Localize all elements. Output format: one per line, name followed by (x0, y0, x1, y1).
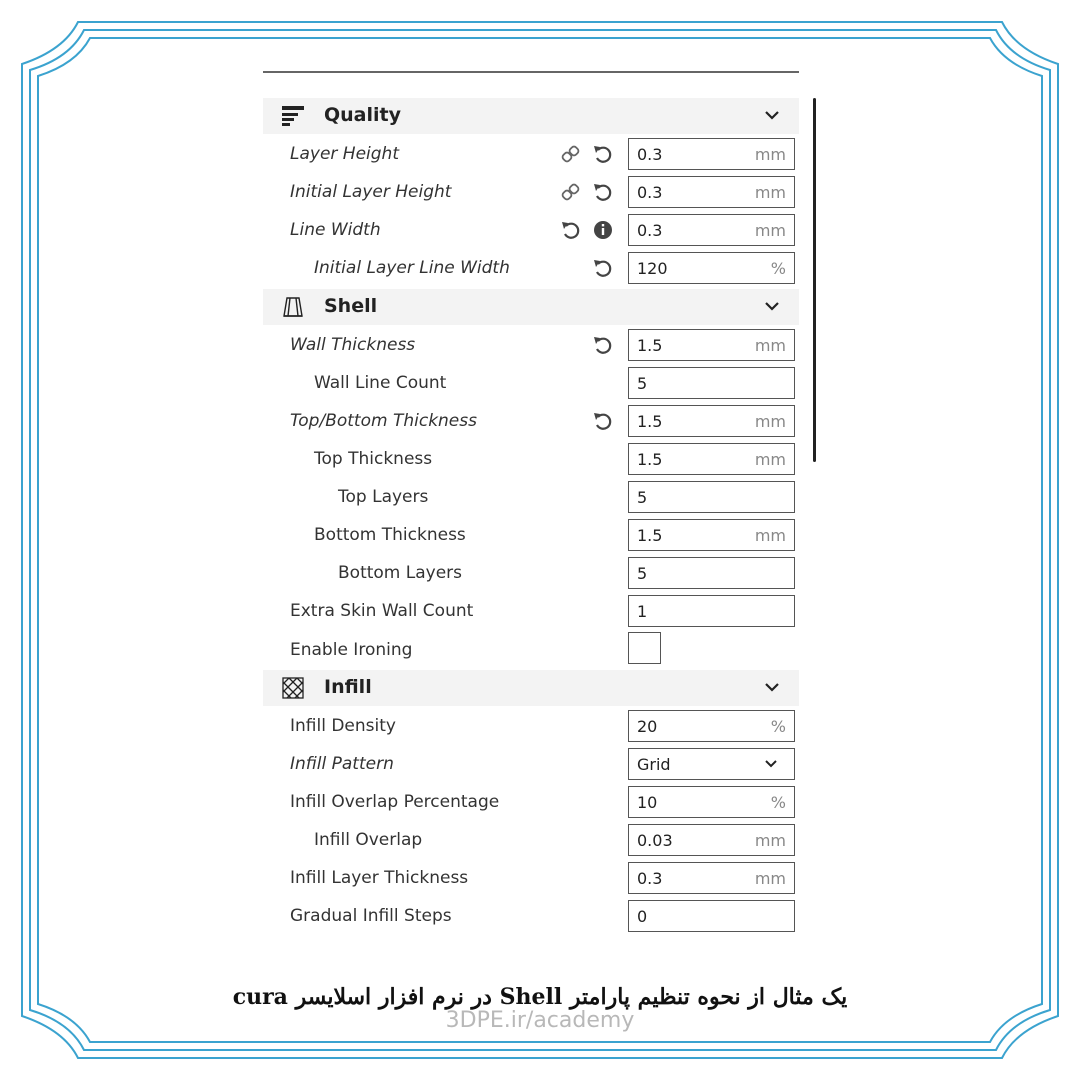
reset-icon[interactable] (560, 219, 582, 241)
input-unit: mm (754, 869, 786, 888)
reset-icon[interactable] (592, 410, 614, 432)
setting-infill-overlap (263, 822, 799, 860)
input-unit: % (770, 717, 786, 736)
input-value: 5 (637, 564, 648, 583)
infill-icon (281, 677, 305, 699)
info-icon[interactable] (592, 219, 614, 241)
category-shell[interactable] (263, 289, 799, 325)
input-unit: mm (754, 336, 786, 355)
setting-label: Wall Thickness (290, 335, 416, 355)
input-unit: % (770, 259, 786, 278)
chevron-down-icon (764, 757, 778, 771)
setting-infill-overlap-percentage (263, 784, 799, 822)
infill-overlap-percentage-input[interactable] (628, 786, 795, 818)
category-title: Quality (324, 104, 401, 126)
shell-icon (281, 296, 305, 318)
input-value: 0.03 (637, 831, 673, 850)
input-value: 120 (637, 259, 668, 278)
input-unit: mm (754, 831, 786, 850)
extra-skin-wall-count-input[interactable] (628, 595, 795, 627)
setting-label: Line Width (290, 220, 381, 240)
input-unit: mm (754, 526, 786, 545)
input-unit: mm (754, 183, 786, 202)
setting-label: Gradual Infill Steps (290, 906, 452, 926)
enable-ironing-checkbox[interactable] (628, 632, 661, 664)
wall-thickness-input[interactable] (628, 329, 795, 361)
input-value: 1.5 (637, 526, 663, 545)
reset-icon[interactable] (592, 181, 614, 203)
setting-label: Initial Layer Height (290, 182, 452, 202)
quality-icon (281, 105, 305, 127)
setting-label: Infill Density (290, 716, 396, 736)
category-quality[interactable] (263, 98, 799, 134)
input-value: 0.3 (637, 183, 663, 202)
setting-initial-layer-line-width (263, 250, 799, 288)
category-title: Shell (324, 295, 378, 317)
infill-density-input[interactable] (628, 710, 795, 742)
input-value: 0.3 (637, 221, 663, 240)
setting-enable-ironing (263, 632, 799, 670)
setting-label: Infill Overlap Percentage (290, 792, 500, 812)
top-divider (263, 71, 799, 73)
input-unit: mm (754, 145, 786, 164)
input-value: 10 (637, 793, 658, 812)
setting-gradual-infill-steps (263, 898, 799, 936)
category-title: Infill (324, 676, 372, 698)
chevron-down-icon[interactable] (763, 296, 781, 316)
infill-pattern-select[interactable] (628, 748, 795, 780)
input-value: 0 (637, 907, 648, 926)
link-icon (560, 143, 582, 165)
setting-label: Top Thickness (314, 449, 433, 469)
setting-extra-skin-wall-count (263, 593, 799, 631)
setting-label: Initial Layer Line Width (314, 258, 510, 278)
chevron-down-icon[interactable] (763, 677, 781, 697)
setting-initial-layer-height (263, 174, 799, 212)
chevron-down-icon[interactable] (763, 105, 781, 125)
layer-height-input[interactable] (628, 138, 795, 170)
setting-label: Bottom Thickness (314, 525, 466, 545)
line-width-input[interactable] (628, 214, 795, 246)
input-value: 1 (637, 602, 648, 621)
input-value: 0.3 (637, 869, 663, 888)
initial-layer-line-width-input[interactable] (628, 252, 795, 284)
setting-infill-density (263, 708, 799, 746)
bottom-layers-input[interactable] (628, 557, 795, 589)
top-thickness-input[interactable] (628, 443, 795, 475)
infill-overlap-input[interactable] (628, 824, 795, 856)
setting-label: Infill Pattern (290, 754, 394, 774)
reset-icon[interactable] (592, 143, 614, 165)
wall-line-count-input[interactable] (628, 367, 795, 399)
setting-wall-line-count (263, 365, 799, 403)
setting-line-width (263, 212, 799, 250)
input-unit: mm (754, 221, 786, 240)
setting-label: Top/Bottom Thickness (290, 411, 477, 431)
input-value: 1.5 (637, 412, 663, 431)
setting-infill-pattern (263, 746, 799, 784)
initial-layer-height-input[interactable] (628, 176, 795, 208)
reset-icon[interactable] (592, 257, 614, 279)
setting-label: Infill Overlap (314, 830, 423, 850)
category-infill[interactable] (263, 670, 799, 706)
setting-top-thickness (263, 441, 799, 479)
setting-infill-layer-thickness (263, 860, 799, 898)
setting-top-layers (263, 479, 799, 517)
input-unit: mm (754, 412, 786, 431)
input-value: 5 (637, 374, 648, 393)
setting-label: Layer Height (290, 144, 399, 164)
input-value: 1.5 (637, 336, 663, 355)
setting-layer-height (263, 136, 799, 174)
input-value: 5 (637, 488, 648, 507)
setting-bottom-layers (263, 555, 799, 593)
scrollbar-thumb[interactable] (813, 98, 816, 462)
setting-label: Wall Line Count (314, 373, 447, 393)
input-unit: mm (754, 450, 786, 469)
input-value: 0.3 (637, 145, 663, 164)
watermark: 3DPE.ir/academy (445, 1008, 635, 1033)
setting-label: Bottom Layers (338, 563, 463, 583)
infill-layer-thickness-input[interactable] (628, 862, 795, 894)
link-icon (560, 181, 582, 203)
setting-label: Top Layers (338, 487, 429, 507)
bottom-thickness-input[interactable] (628, 519, 795, 551)
gradual-infill-steps-input[interactable] (628, 900, 795, 932)
setting-wall-thickness (263, 327, 799, 365)
setting-top-bottom-thickness (263, 403, 799, 441)
setting-label: Enable Ironing (290, 640, 413, 660)
reset-icon[interactable] (592, 334, 614, 356)
setting-bottom-thickness (263, 517, 799, 555)
top-bottom-thickness-input[interactable] (628, 405, 795, 437)
input-value: 1.5 (637, 450, 663, 469)
caption-text: یک مثال از نحوه تنظیم پارامتر Shell در نرم افزار اسلایسر cura (232, 984, 848, 1010)
input-unit: % (770, 793, 786, 812)
top-layers-input[interactable] (628, 481, 795, 513)
setting-label: Infill Layer Thickness (290, 868, 469, 888)
input-value: 20 (637, 717, 658, 736)
select-value: Grid (637, 755, 671, 774)
setting-label: Extra Skin Wall Count (290, 601, 474, 621)
